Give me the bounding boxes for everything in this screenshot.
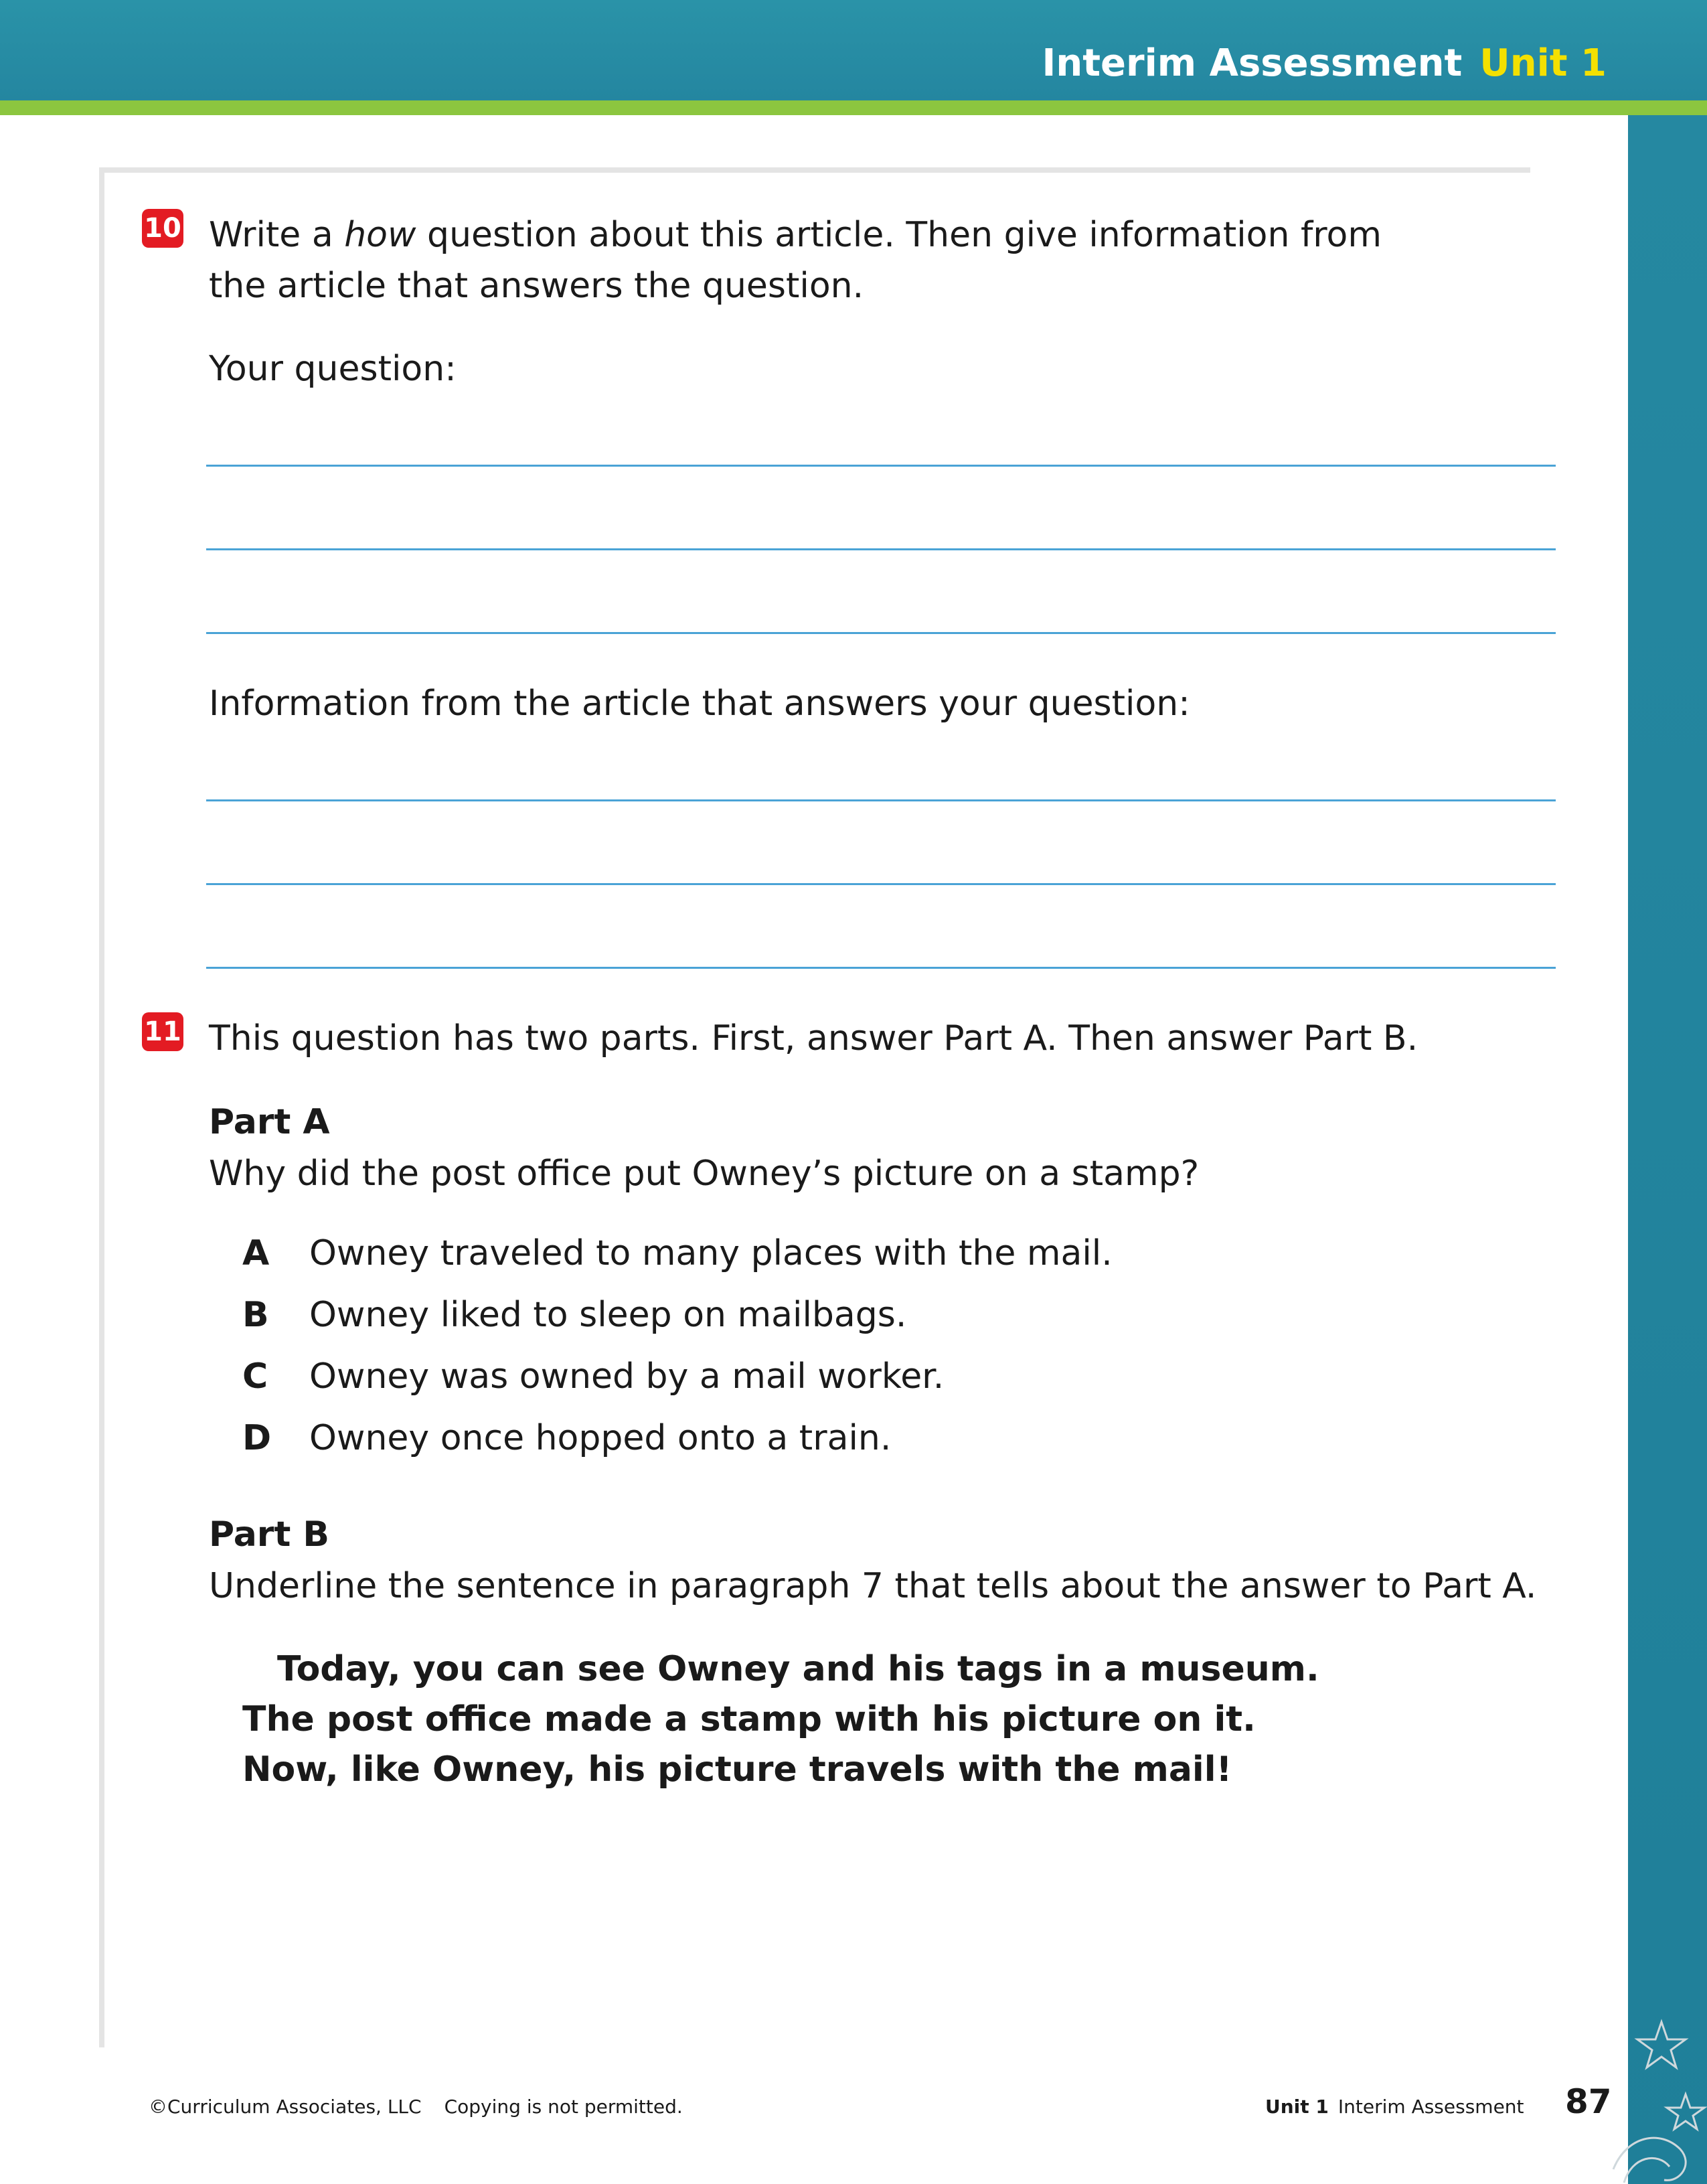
question-number-badge: 10: [142, 209, 183, 248]
footer-unit-label: [1265, 2096, 1524, 2118]
answer-line[interactable]: [206, 967, 1556, 969]
page-number: 87: [1565, 2082, 1612, 2121]
choice-text: Owney liked to sleep on mailbags.: [309, 1295, 907, 1335]
choice-letter: C: [242, 1356, 268, 1397]
copyright-text: ©Curriculum Associates, LLC: [149, 2096, 422, 2118]
side-band: [1628, 115, 1707, 2184]
choice-text: Owney once hopped onto a train.: [309, 1418, 892, 1458]
passage-sentence[interactable]: Today, you can see Owney and his tags in a museum.: [277, 1649, 1319, 1689]
answer-line[interactable]: [206, 883, 1556, 885]
part-b-prompt: Underline the sentence in paragraph 7 that tells about the answer to Part A.: [209, 1566, 1537, 1606]
passage-paragraph-7: [242, 1644, 1319, 1795]
answer-line[interactable]: [206, 548, 1556, 550]
star-decoration-icon: [1600, 2015, 1707, 2184]
header-stripe: [0, 100, 1707, 115]
choice-letter: B: [242, 1295, 269, 1335]
prompt-emphasis: how: [344, 215, 416, 255]
footer-section: Interim Assessment: [1337, 2096, 1524, 2118]
answer-choice-d[interactable]: [242, 1418, 891, 1458]
answer-line[interactable]: [206, 465, 1556, 467]
footer-unit: Unit 1: [1265, 2096, 1329, 2118]
choice-text: Owney was owned by a mail worker.: [309, 1356, 945, 1397]
question-11-intro: This question has two parts. First, answer Part A. Then answer Part B.: [209, 1018, 1418, 1059]
part-a-heading: Part A: [209, 1102, 330, 1142]
part-a-prompt: Why did the post office put Owney’s picture on a stamp?: [209, 1154, 1200, 1194]
answer-line[interactable]: [206, 799, 1556, 801]
header-title: [1042, 42, 1607, 85]
information-label: Information from the article that answers your question:: [209, 684, 1190, 724]
choice-letter: D: [242, 1418, 272, 1458]
passage-sentence[interactable]: The post office made a stamp with his picture on it.: [242, 1699, 1256, 1739]
part-b-heading: Part B: [209, 1514, 330, 1555]
prompt-text: Write a: [209, 215, 345, 255]
passage-sentence[interactable]: Now, like Owney, his picture travels with the mail!: [242, 1749, 1232, 1790]
answer-choice-c[interactable]: [242, 1356, 944, 1397]
answer-choice-a[interactable]: [242, 1233, 1113, 1273]
footer-copyright: [149, 2096, 683, 2118]
choice-text: Owney traveled to many places with the mail.: [309, 1233, 1113, 1273]
copying-notice: Copying is not permitted.: [444, 2096, 683, 2118]
prompt-text: question about this article. Then give information from: [416, 215, 1382, 255]
question-10-prompt-line2: the article that answers the question.: [209, 266, 864, 306]
choice-letter: A: [242, 1233, 270, 1273]
answer-line[interactable]: [206, 632, 1556, 634]
your-question-label: Your question:: [209, 349, 457, 389]
question-number-badge: 11: [142, 1012, 183, 1051]
header-unit: Unit 1: [1479, 42, 1607, 85]
header-title-text: Interim Assessment: [1042, 42, 1463, 85]
answer-choice-b[interactable]: [242, 1295, 906, 1335]
question-10-prompt-line1: [209, 210, 1382, 260]
